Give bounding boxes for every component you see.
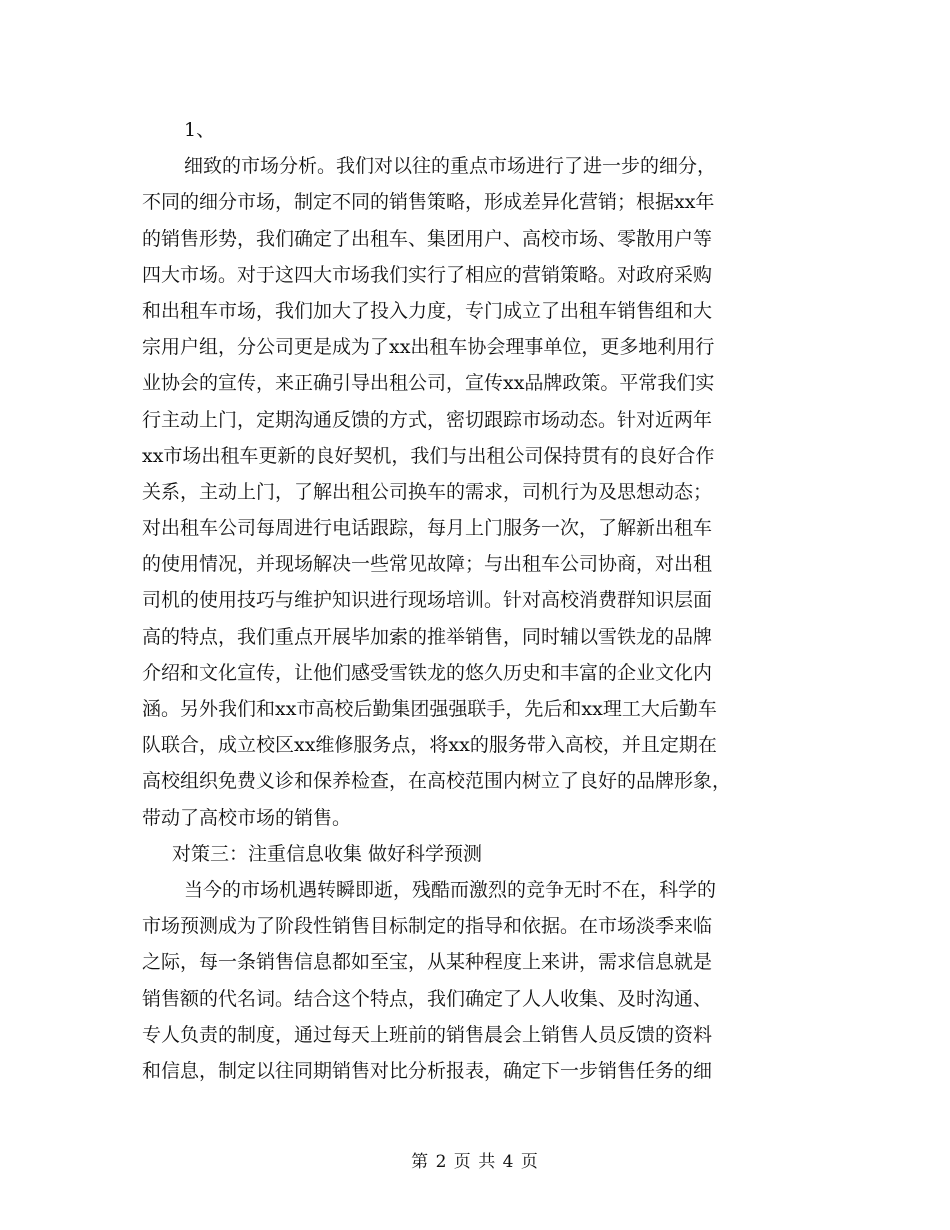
page-number: 第 2 页 共 4 页 [411, 1152, 539, 1172]
paragraph-line: 四大市场。对于这四大市场我们实行了相应的营销策略。对政府采购 [142, 263, 713, 286]
paragraph-line: 之际，每一条销售信息都如至宝，从某种程度上来讲，需求信息就是 [142, 951, 713, 974]
paragraph-line: 业协会的宣传，来正确引导出租公司，宣传xx品牌政策。平常我们实 [142, 372, 715, 395]
paragraph-line: 销售额的代名词。结合这个特点，我们确定了人人收集、及时沟通、 [142, 987, 713, 1010]
paragraph-line: xx市场出租车更新的良好契机，我们与出租公司保持贯有的良好合作 [142, 444, 715, 467]
paragraph-line: 介绍和文化宣传，让他们感受雪铁龙的悠久历史和丰富的企业文化内 [142, 661, 713, 684]
page-footer [0, 1150, 950, 1174]
paragraph-line: 细致的市场分析。我们对以往的重点市场进行了进一步的细分， [184, 155, 717, 178]
paragraph-line: 高校组织免费义诊和保养检查，在高校范围内树立了良好的品牌形象， [142, 770, 732, 793]
paragraph-line: 的销售形势，我们确定了出租车、集团用户、高校市场、零散用户等 [142, 227, 713, 250]
paragraph-line: 和信息，制定以往同期销售对比分析报表，确定下一步销售任务的细 [142, 1059, 713, 1082]
paragraph-line: 行主动上门，定期沟通反馈的方式，密切跟踪市场动态。针对近两年 [142, 408, 713, 431]
paragraph-line: 专人负责的制度，通过每天上班前的销售晨会上销售人员反馈的资料 [142, 1023, 713, 1046]
paragraph-line: 司机的使用技巧与维护知识进行现场培训。针对高校消费群知识层面 [142, 589, 713, 612]
section-heading: 对策三：注重信息收集 做好科学预测 [172, 842, 483, 865]
paragraph-line: 带动了高校市场的销售。 [142, 806, 352, 829]
paragraph-line: 队联合，成立校区xx维修服务点，将xx的服务带入高校，并且定期在 [142, 734, 717, 757]
paragraph-line: 对出租车公司每周进行电话跟踪，每月上门服务一次，了解新出租车 [142, 517, 713, 540]
paragraph-line: 不同的细分市场，制定不同的销售策略，形成差异化营销；根据xx年 [142, 191, 715, 214]
paragraph-line: 的使用情况，并现场解决一些常见故障；与出租车公司协商，对出租 [142, 553, 713, 576]
paragraph-line: 高的特点，我们重点开展毕加索的推举销售，同时辅以雪铁龙的品牌 [142, 625, 713, 648]
paragraph-line: 和出租车市场，我们加大了投入力度，专门成立了出租车销售组和大 [142, 299, 713, 322]
section-number: 1、 [184, 119, 216, 141]
document-body [142, 112, 810, 1089]
paragraph-line: 关系，主动上门，了解出租公司换车的需求，司机行为及思想动态； [142, 480, 713, 503]
paragraph-line: 宗用户组，分公司更是成为了xx出租车协会理事单位，更多地利用行 [142, 336, 715, 359]
paragraph-line: 涵。另外我们和xx市高校后勤集团强强联手，先后和xx理工大后勤车 [142, 698, 717, 720]
paragraph-line: 市场预测成为了阶段性销售目标制定的指导和依据。在市场淡季来临 [142, 915, 713, 938]
paragraph-line: 当今的市场机遇转瞬即逝，残酷而激烈的竞争无时不在，科学的 [184, 878, 717, 901]
